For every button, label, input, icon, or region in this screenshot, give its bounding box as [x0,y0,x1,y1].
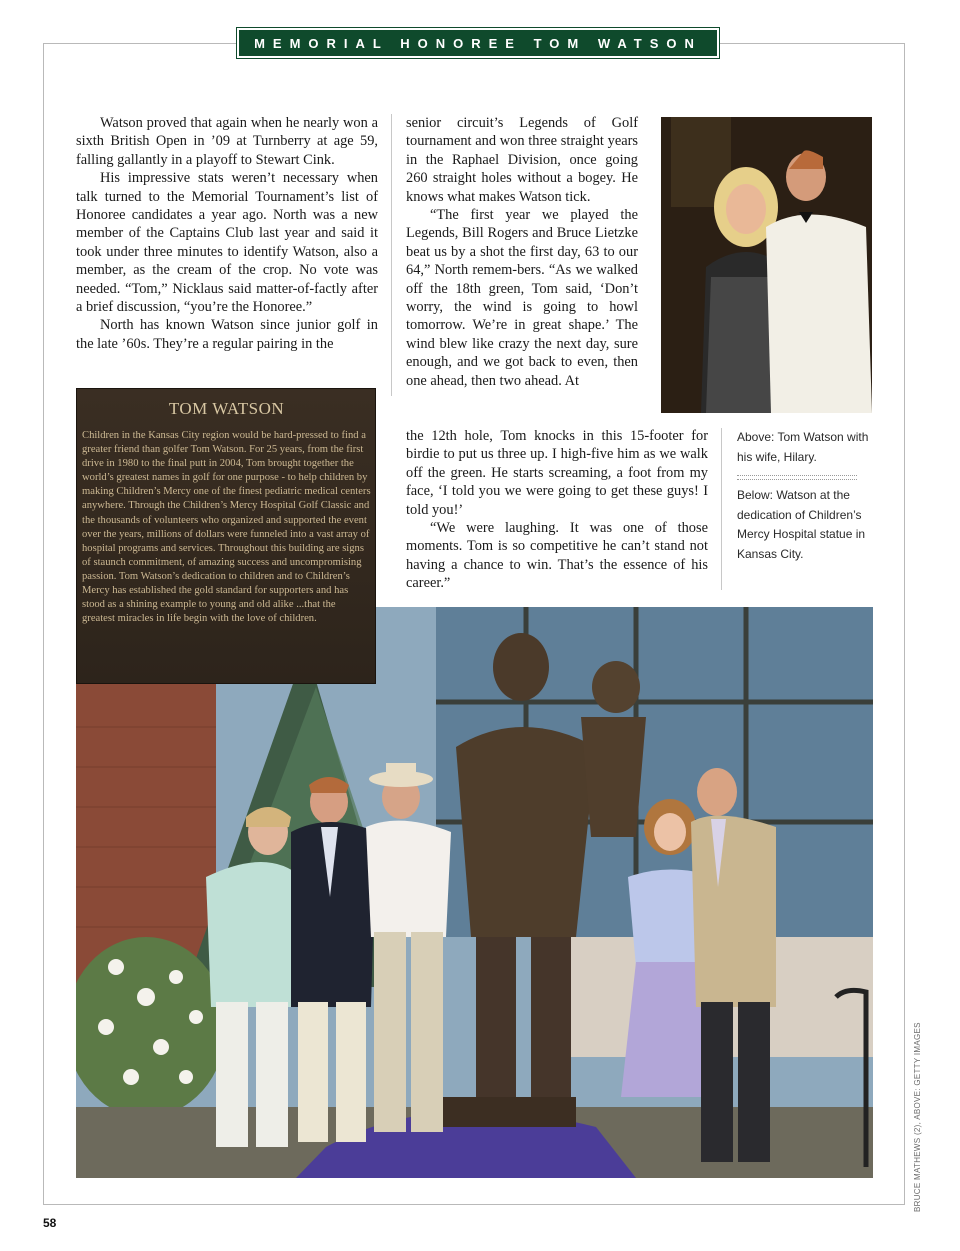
photo-statue-dedication [76,607,873,1178]
column-divider [391,114,392,396]
caption-above: Above: Tom Watson with his wife, Hilary. [737,430,869,464]
article-column-2-lower [406,427,708,593]
photo-watson-and-wife [661,117,872,413]
caption-divider [721,428,722,590]
paragraph: North has known Watson since junior golf in the late ’60s. They’re a regular pairing in the [76,317,378,352]
caption-rule [737,479,857,480]
paragraph: His impressive stats weren’t necessary when talk turned to the Memorial Tournament’s list of Honoree candidates a year ago. North was a new member of the Captains Club last year and said it took under three minutes to identify Watson, also a member, as the cream of the crop. No vote was needed. “Tom,” Nicklaus said matter-of-factly after a brief discussion, “you’re the Honoree.” [76,170,378,316]
article-column-1 [76,114,378,353]
paragraph: Watson proved that again when he nearly won a sixth British Open in ’09 at Turnberry at age 59, falling gallantly in a playoff to Stewart Cink. [76,115,378,168]
paragraph: “We were laughing. It was one of those moments. Tom is so competitive he can’t stand not having a chance to win. That’s the essence of his career.” [406,520,708,592]
plaque-title: TOM WATSON [168,399,285,418]
photo-credit: BRUCE MATHEWS (2), ABOVE: GETTY IMAGES [913,1022,922,1212]
section-title: MEMORIAL HONOREE TOM WATSON [254,35,702,51]
paragraph: “The first year we played the Legends, Bill Rogers and Bruce Lietzke beat us by a shot the first day, 63 to our 64,” North remem-bers. “As we walked off the 18th green, Tom said, ‘Don’t worry, the wind is going to howl tomorrow. We’re in great shape.’ The wind blew like crazy the next day, sure enough, and we got back to even, then one ahead, then two ahead. At [406,207,638,389]
caption-rule [737,475,857,476]
caption-below: Below: Watson at the dedication of Children’s Mercy Hospital statue in Kansas City. [737,488,866,561]
section-header [237,28,719,58]
plaque-text: Children in the Kansas City region would be hard-pressed to find a greater friend than golfer Tom Watson. For 25 years, from the first drive in 1980 to the final putt in 2004, Tom brought together the world’s greatest names in golf for one purpose - to help children by making Children’s Mercy one of the finest pediatric medical centers anywhere. Through the Children’s Mercy Hospital Golf Classic and the thousands of volunteers who organized and supported the event over the years, millions of dollars were funneled into a vast array of hospital programs and services. Throughout this building are signs of staunch commitment, of amazing success and uncompromising passion. Tom Watson’s dedication to children and to Children’s Mercy has established the gold standard for supporters and has stood as a shining example to young and old alike ...that the greatest miracles in life begin with the love of children. [82,430,371,625]
memorial-plaque [76,388,376,684]
paragraph: the 12th hole, Tom knocks in this 15-footer for birdie to put us three up. I high-five him as we walk off the green. He starts screaming, a foot from my face, ‘I told you we were going to get these guys! I told you!’ [406,428,708,518]
page-number: 58 [43,1216,57,1230]
paragraph: senior circuit’s Legends of Golf tournament and won three straight years in the Raphael Division, once going 260 straight holes without a bogey. He knows what makes Watson tick. [406,115,638,205]
article-column-2-upper [406,114,638,390]
